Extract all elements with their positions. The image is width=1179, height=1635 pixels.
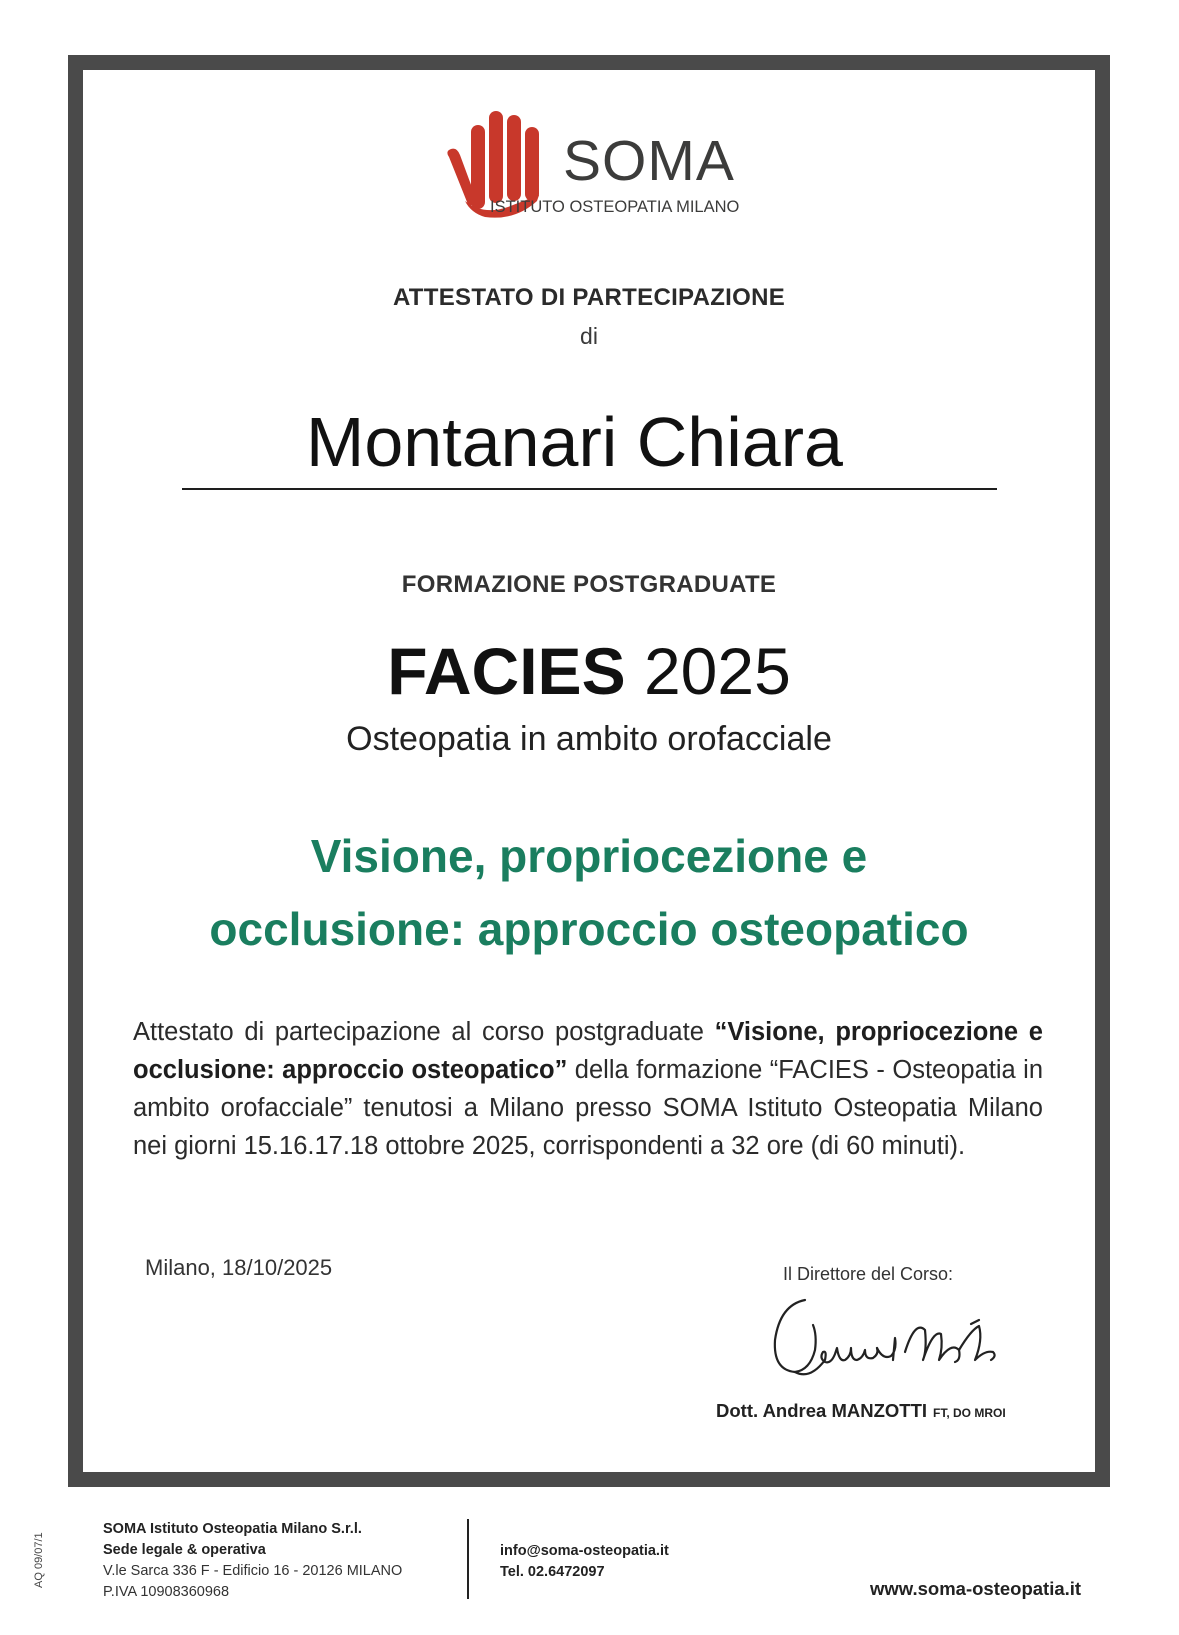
footer-divider (467, 1519, 469, 1599)
footer-contacts (500, 1541, 669, 1583)
body-text-part2: della formazione “FACIES - Osteopatia in ambito orofacciale” tenutosi a Milano presso SOMA Istituto Osteopatia Milano nei giorni 15.16.17.18 ottobre 2025, corrispondenti a 32 ore (di 60 minuti). (133, 1056, 1043, 1160)
module-title (68, 820, 1110, 966)
footer-website: www.soma-osteopatia.it (870, 1578, 1082, 1599)
module-title-line1: Visione, propriocezione e (310, 830, 868, 882)
body-text-bold: “Visione, propriocezione e occlusione: approccio osteopatico” (133, 1018, 1043, 1084)
director-label: Il Direttore del Corso: (783, 1264, 954, 1284)
footer-company-info (103, 1519, 402, 1603)
footer-company: SOMA Istituto Osteopatia Milano S.r.l. (103, 1521, 362, 1537)
footer-vat: P.IVA 10908360968 (103, 1584, 230, 1600)
place-date: Milano, 18/10/2025 (145, 1255, 333, 1280)
recipient-name: Montanari Chiara (306, 403, 843, 481)
soma-logo (445, 105, 745, 220)
course-title (68, 634, 1110, 708)
program-label: FORMAZIONE POSTGRADUATE (401, 571, 777, 598)
director-credentials: FT, DO MROI (933, 1406, 1006, 1420)
footer-office-label: Sede legale & operativa (103, 1542, 266, 1558)
certificate-di: di (580, 323, 598, 349)
course-subtitle: Osteopatia in ambito orofacciale (346, 720, 832, 758)
footer-email: info@soma-osteopatia.it (500, 1543, 669, 1559)
director-name-text: Dott. Andrea MANZOTTI (716, 1400, 928, 1421)
footer-phone: Tel. 02.6472097 (500, 1564, 605, 1580)
logo-wordmark: SOMA (563, 129, 735, 193)
course-name: FACIES (387, 634, 626, 708)
body-text-part1: Attestato di partecipazione al corso postgraduate (133, 1018, 715, 1046)
certificate-title: ATTESTATO DI PARTECIPAZIONE (392, 284, 786, 311)
director-signature (765, 1290, 1010, 1390)
footer-address: V.le Sarca 336 F - Edificio 16 - 20126 MILANO (103, 1563, 403, 1579)
module-title-line2: occlusione: approccio osteopatico (209, 903, 969, 955)
logo-subtitle: ISTITUTO OSTEOPATIA MILANO (490, 198, 740, 216)
certificate-body (133, 1013, 1043, 1165)
document-code: AQ 09/07/1 (33, 1532, 45, 1588)
director-name (716, 1400, 1006, 1422)
name-underline (182, 488, 997, 490)
course-year: 2025 (643, 634, 791, 708)
